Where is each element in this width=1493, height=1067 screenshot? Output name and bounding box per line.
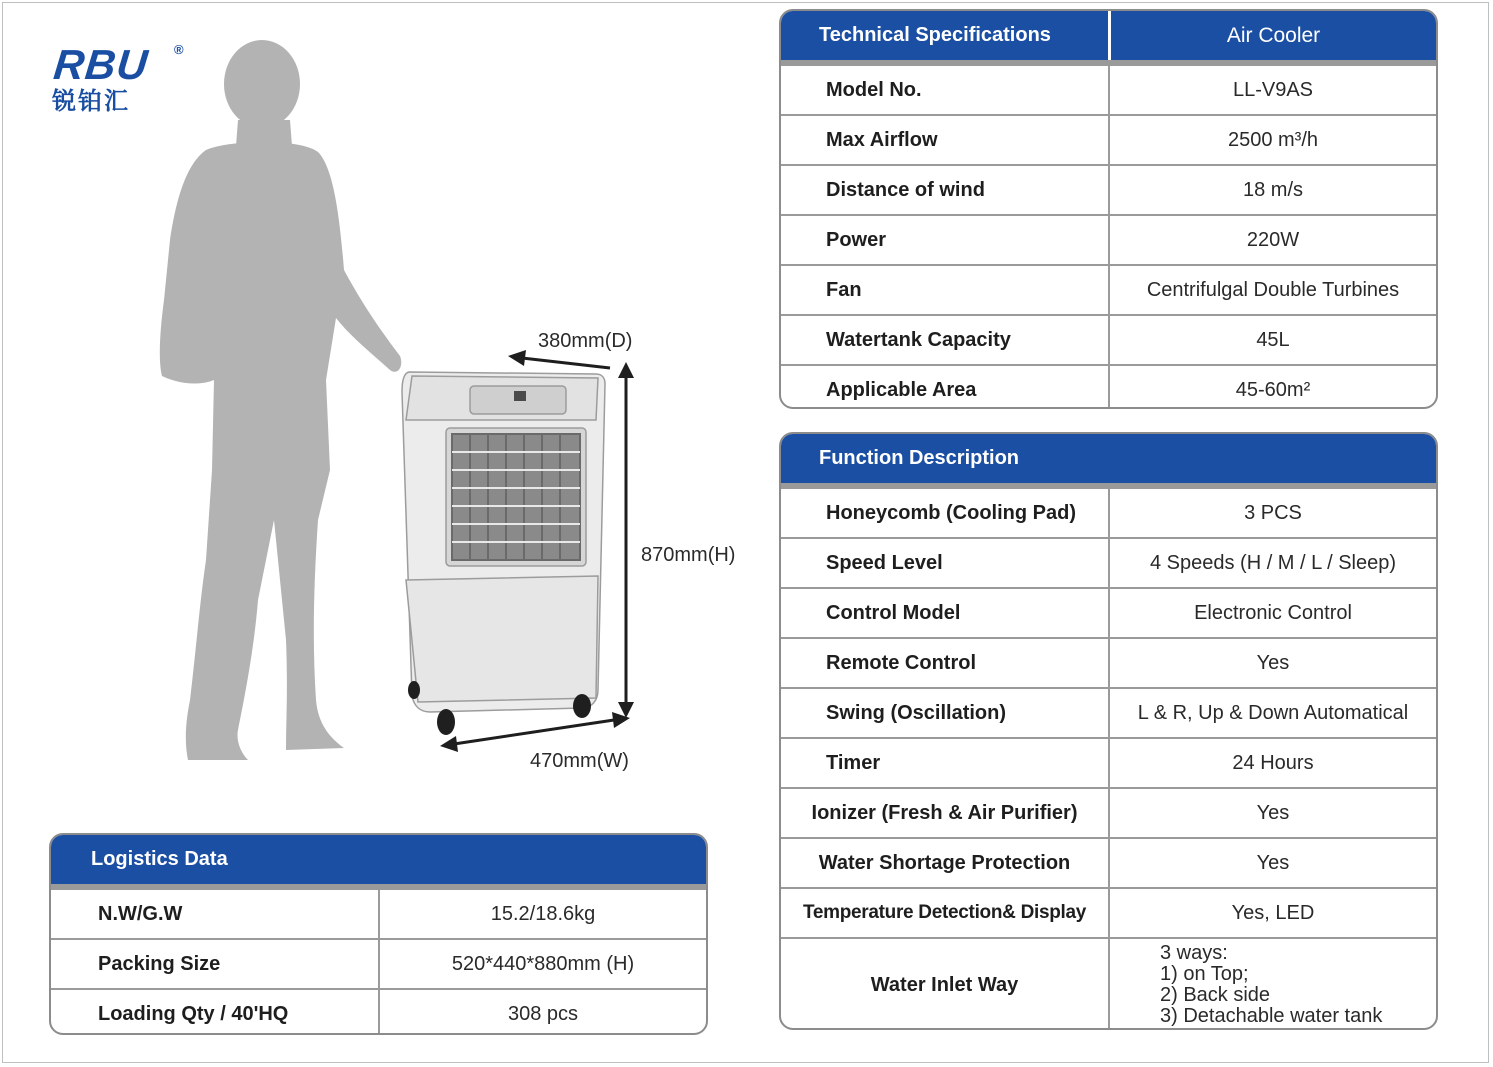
row-label: Temperature Detection& Display: [802, 902, 1087, 923]
row-value: 4 Speeds (H / M / L / Sleep): [1108, 539, 1436, 587]
row-value: 24 Hours: [1108, 739, 1436, 787]
row-label: Timer: [826, 751, 881, 774]
row-label: Applicable Area: [826, 378, 977, 401]
table-row: [781, 314, 1436, 364]
table-row: [781, 364, 1436, 409]
table-row: [781, 64, 1436, 114]
table-row: [781, 264, 1436, 314]
row-value: 520*440*880mm (H): [378, 940, 706, 988]
table-row: [781, 114, 1436, 164]
row-label: Max Airflow: [826, 128, 938, 151]
water-inlet-line: 3) Detachable water tank: [1160, 1005, 1383, 1027]
header-value: Air Cooler: [1108, 11, 1436, 60]
row-value: 220W: [1108, 216, 1436, 264]
water-inlet-lines: [1160, 943, 1382, 1027]
row-label: Power: [826, 228, 887, 251]
table-header: [781, 11, 1436, 64]
row-value: Yes: [1108, 789, 1436, 837]
row-value: LL-V9AS: [1108, 66, 1436, 114]
width-label: 470mm(W): [530, 750, 629, 772]
row-value: 3 PCS: [1108, 489, 1436, 537]
table-row: [781, 587, 1436, 637]
table-row: [781, 687, 1436, 737]
row-value: 45L: [1108, 316, 1436, 364]
table-row: [781, 637, 1436, 687]
product-illustration: [0, 0, 760, 830]
row-value: 308 pcs: [378, 990, 706, 1035]
row-label: Honeycomb (Cooling Pad): [826, 501, 1076, 524]
technical-specifications-table: [779, 9, 1438, 409]
table-row: [781, 164, 1436, 214]
logo-wordmark: RBU: [51, 41, 151, 88]
table-row: [51, 988, 706, 1035]
table-row: [781, 887, 1436, 937]
header-label: Logistics Data: [91, 848, 228, 870]
row-value: L & R, Up & Down Automatical: [1108, 689, 1436, 737]
air-cooler: [402, 372, 605, 735]
row-label: Remote Control: [826, 651, 976, 674]
row-label: Watertank Capacity: [826, 328, 1011, 351]
table-header: [781, 434, 1436, 487]
person-silhouette: [160, 40, 401, 760]
cooler-grille: [452, 434, 580, 560]
row-label: Loading Qty / 40'HQ: [98, 1002, 289, 1025]
row-value: 2500 m³/h: [1108, 116, 1436, 164]
header-label: Technical Specifications: [819, 24, 1051, 46]
row-value: 18 m/s: [1108, 166, 1436, 214]
table-row: [781, 537, 1436, 587]
row-value: Yes: [1108, 839, 1436, 887]
logistics-data-table: [49, 833, 708, 1035]
row-value: 45-60m²: [1108, 366, 1436, 409]
row-label: N.W/G.W: [98, 902, 183, 925]
row-label: Distance of wind: [826, 178, 985, 201]
row-label: Control Model: [826, 601, 961, 624]
row-label: Packing Size: [98, 952, 221, 975]
table-row: [781, 787, 1436, 837]
row-value: Electronic Control: [1108, 589, 1436, 637]
water-inlet-line: 1) on Top;: [1160, 963, 1249, 985]
row-value: Centrifulgal Double Turbines: [1108, 266, 1436, 314]
table-row: [781, 837, 1436, 887]
table-row: [781, 487, 1436, 537]
table-row: [51, 888, 706, 938]
row-value: Yes: [1108, 639, 1436, 687]
logo-chinese-name: 锐铂汇: [52, 88, 130, 115]
table-row: [781, 937, 1436, 1030]
table-row: [781, 214, 1436, 264]
row-value: [1108, 939, 1436, 1030]
row-label: Speed Level: [826, 551, 943, 574]
table-header: [51, 835, 706, 888]
water-inlet-line: 3 ways:: [1160, 942, 1228, 964]
height-label: 870mm(H): [641, 544, 736, 566]
row-label: Ionizer (Fresh & Air Purifier): [811, 801, 1078, 824]
row-label: Model No.: [826, 78, 922, 101]
header-label: Function Description: [819, 447, 1019, 469]
row-value: Yes, LED: [1108, 889, 1436, 937]
row-label: Water Inlet Way: [870, 973, 1019, 996]
table-row: [781, 737, 1436, 787]
row-value: 15.2/18.6kg: [378, 890, 706, 938]
row-label: Fan: [826, 278, 862, 301]
row-label: Water Shortage Protection: [818, 851, 1071, 874]
row-label: Swing (Oscillation): [826, 701, 1007, 724]
function-description-table: [779, 432, 1438, 1030]
depth-label: 380mm(D): [538, 330, 633, 352]
table-row: [51, 938, 706, 988]
registered-mark: ®: [174, 42, 184, 57]
water-inlet-line: 2) Back side: [1160, 984, 1271, 1006]
